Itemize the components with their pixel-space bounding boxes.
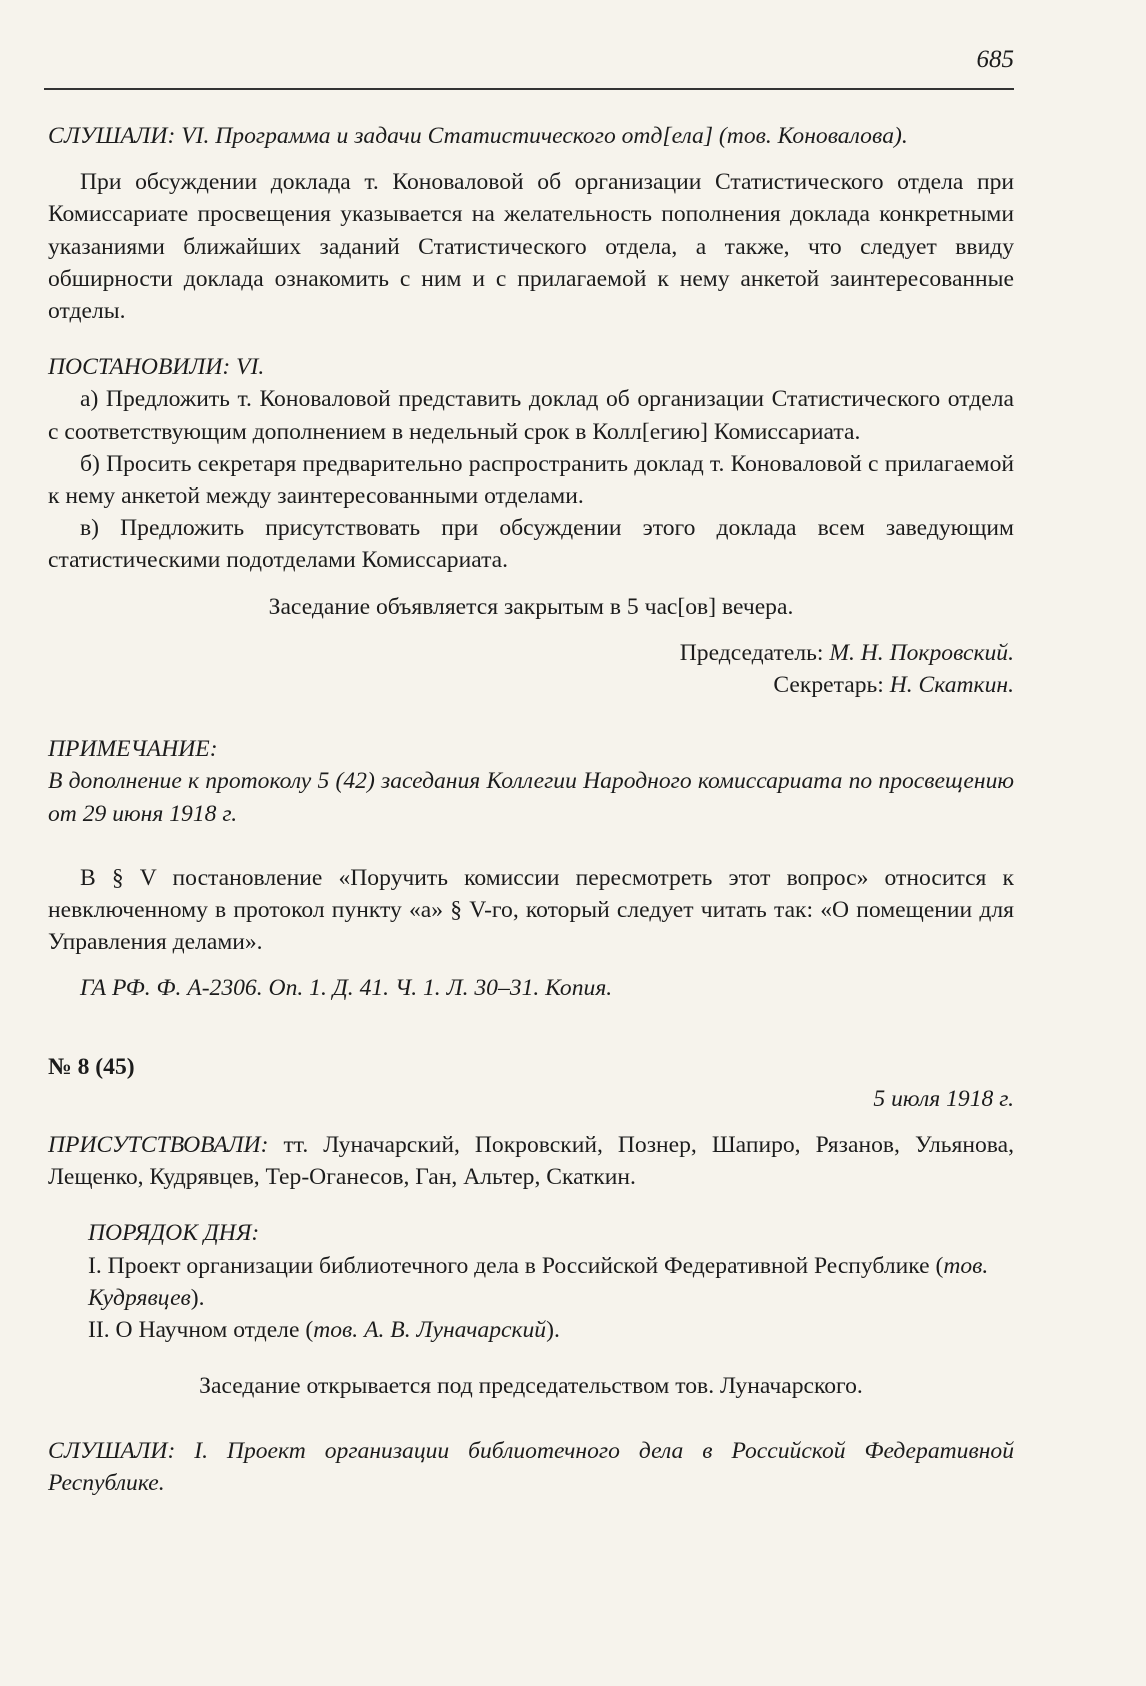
agenda-item-2-end: ). xyxy=(546,1317,560,1344)
resolution-item-a: а) Предложить т. Коноваловой представить доклад об организации Статистического отдела с соответствующим дополнением в недельный срок в Колл[егию] Комиссариата. xyxy=(48,386,1014,445)
secretary-label: Секретарь: xyxy=(773,672,890,699)
heard-i: СЛУШАЛИ: I. Проект организации библиотечного дела в Российской Федеративной Республике. xyxy=(48,1437,1014,1496)
discussion-paragraph: При обсуждении доклада т. Коноваловой об организации Статистического отдела при Комиссариате просвещения указывается на желательность пополнения доклада конкретными указаниями ближайших заданий Статистического отдела, а также, что следует ввиду обширности доклада ознакомить с ним и с прилагаемой к нему анкетой заинтересованные отделы. xyxy=(48,169,1014,325)
chairman-name: М. Н. Покровский. xyxy=(829,639,1014,666)
agenda-item-1-end: ). xyxy=(190,1284,205,1311)
agenda-item-1 xyxy=(48,1250,1014,1314)
protocol-date: 5 июля 1918 г. xyxy=(873,1085,1014,1112)
agenda-item-2-text: II. О Научном отделе ( xyxy=(88,1317,314,1344)
resolved-label: ПОСТАНОВИЛИ: VI. xyxy=(48,354,265,381)
page-content xyxy=(48,120,1014,1499)
resolution-item-c: в) Предложить присутствовать при обсуждении этого доклада всем заведующим статистическими подотделами Комиссариата. xyxy=(48,515,1014,574)
note-body: В § V постановление «Поручить комиссии пересмотреть этот вопрос» относится к невключенному в протокол пункту «а» § V-го, который следует читать так: «О помещении для Управления делами». xyxy=(48,864,1014,956)
resolution-item-b: б) Просить секретаря предварительно распространить доклад т. Коноваловой с прилагаемой к нему анкетой между заинтересованными отделами. xyxy=(48,450,1014,510)
heard-vi: СЛУШАЛИ: VI. Программа и задачи Статистического отд[ела] (тов. Коноваловa). xyxy=(48,123,908,149)
page-number: 685 xyxy=(976,46,1014,73)
page-header xyxy=(44,40,1014,90)
present-list xyxy=(48,1129,1014,1193)
present-label: ПРИСУТСТВОВАЛИ: xyxy=(48,1132,269,1159)
secretary-name: Н. Скаткин. xyxy=(889,672,1014,699)
closing-statement: Заседание объявляется закрытым в 5 час[ов] вечера. xyxy=(268,593,794,620)
present-names: тт. Луначарский, Покровский, Познер, Шапиро, Рязанов, Ульянова, Лещенко, Кудрявцев, Тер-Оганесов, Ган, Альтер, Скаткин. xyxy=(48,1132,1014,1191)
chairman-label: Председатель: xyxy=(679,639,830,666)
agenda-item-1-speaker: тов. Кудрявцев xyxy=(88,1252,989,1311)
agenda-item-2 xyxy=(48,1314,1014,1346)
agenda-label: ПОРЯДОК ДНЯ: xyxy=(88,1220,260,1247)
note-text: В дополнение к протоколу 5 (42) заседания Коллегии Народного комиссариата по просвещению от 29 июня 1918 г. xyxy=(48,768,1014,827)
archive-source: ГА РФ. Ф. А-2306. Оп. 1. Д. 41. Ч. 1. Л. 30–31. Копия. xyxy=(80,975,613,1002)
agenda-item-1-text: I. Проект организации библиотечного дела в Российской Федеративной Республике ( xyxy=(88,1252,944,1279)
note-label: ПРИМЕЧАНИЕ: xyxy=(48,736,218,763)
opening-statement: Заседание открывается под председательством тов. Луначарского. xyxy=(199,1373,863,1400)
chairman-signature xyxy=(48,637,1014,669)
agenda-item-2-speaker: тов. А. В. Луначарский xyxy=(313,1317,547,1344)
protocol-number: № 8 (45) xyxy=(48,1053,135,1080)
secretary-signature xyxy=(48,669,1014,701)
